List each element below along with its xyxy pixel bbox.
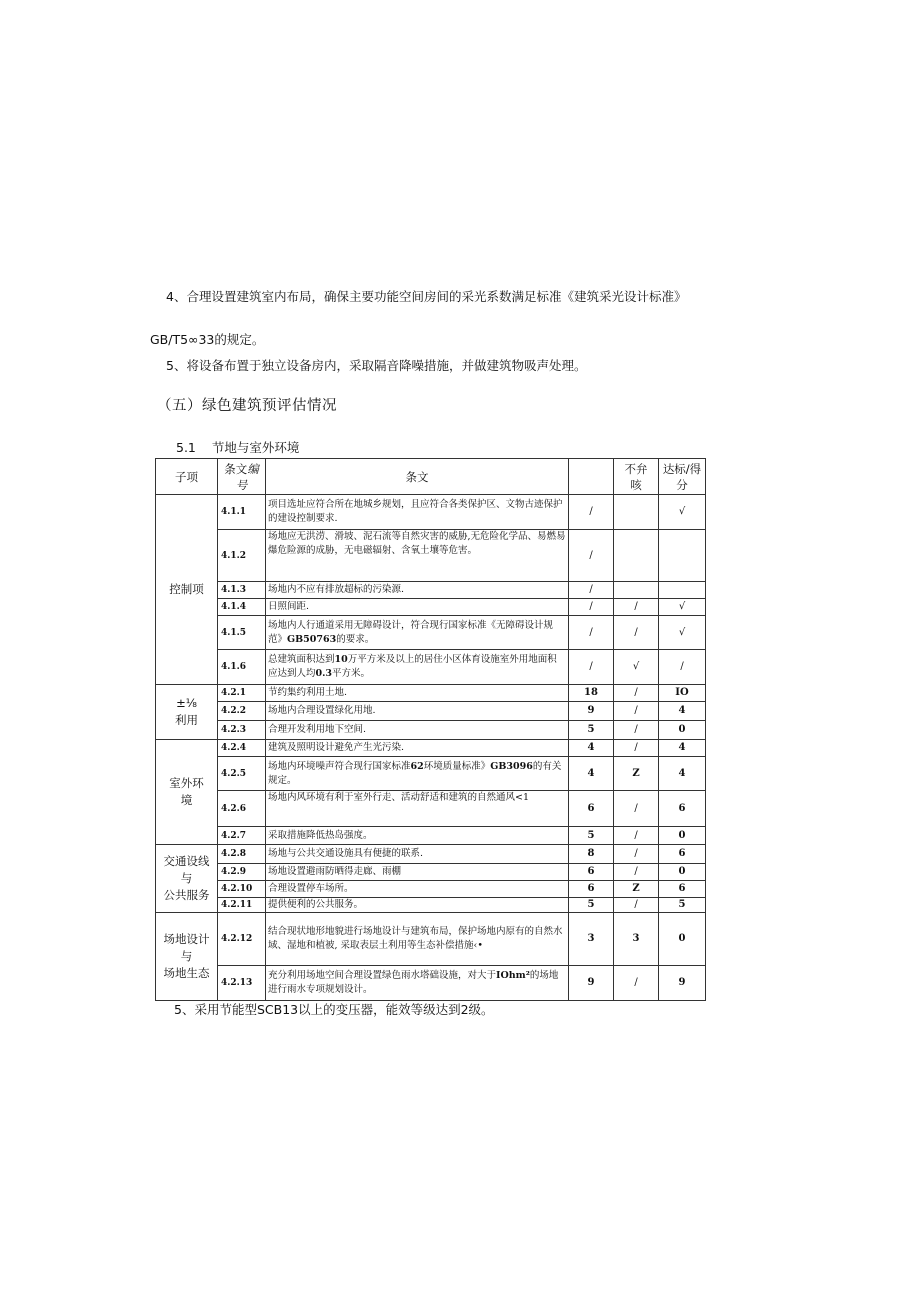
paragraph-transformer: 5、采用节能型SCB13以上的变压器，能效等级达到2级。	[174, 1002, 494, 1017]
row-score: 3	[569, 913, 614, 966]
table-row	[156, 845, 706, 864]
row-result: 4	[659, 702, 706, 721]
row-text: 合理开发利用地下空间.	[266, 721, 569, 740]
table-row	[156, 898, 706, 913]
row-result: √	[659, 599, 706, 616]
row-na: /	[614, 898, 659, 913]
table-row	[156, 530, 706, 582]
row-result: 0	[659, 864, 706, 881]
table-row	[156, 757, 706, 791]
row-code: 4.2.13	[218, 966, 266, 1001]
row-result: 0	[659, 721, 706, 740]
category-transport-services: 交通设线与 公共服务	[156, 845, 218, 913]
row-result: IO	[659, 685, 706, 702]
row-score: 9	[569, 702, 614, 721]
header-result: 达标/得 分	[659, 459, 706, 495]
row-code: 4.2.6	[218, 791, 266, 827]
row-na	[614, 582, 659, 599]
row-code: 4.1.4	[218, 599, 266, 616]
row-code: 4.2.11	[218, 898, 266, 913]
row-score: /	[569, 495, 614, 530]
row-code: 4.2.5	[218, 757, 266, 791]
row-score: 6	[569, 791, 614, 827]
paragraph-daylighting: 4、合理设置建筑室内布局，确保主要功能空间房间的采光系数满足标准《建筑采光设计标准》	[166, 289, 687, 304]
row-text: 场地内环境噪声符合现行国家标准62环境质量标准》GB3096的有关规定。	[266, 757, 569, 791]
row-score: /	[569, 599, 614, 616]
row-text: 提供便利的公共服务。	[266, 898, 569, 913]
row-code: 4.2.10	[218, 881, 266, 898]
table-row	[156, 791, 706, 827]
row-score: /	[569, 616, 614, 650]
table-row	[156, 650, 706, 685]
row-result: 0	[659, 827, 706, 845]
table-row	[156, 913, 706, 966]
row-code: 4.2.9	[218, 864, 266, 881]
row-text: 节约集约利用土地.	[266, 685, 569, 702]
row-na: /	[614, 685, 659, 702]
table-row	[156, 864, 706, 881]
row-result: 4	[659, 757, 706, 791]
row-code: 4.2.7	[218, 827, 266, 845]
row-score: 5	[569, 898, 614, 913]
table-row	[156, 599, 706, 616]
paragraph-equipment-room: 5、将设备布置于独立设备房内，采取隔音降噪措施，并做建筑物吸声处理。	[166, 358, 587, 373]
table-row	[156, 881, 706, 898]
row-score: /	[569, 530, 614, 582]
row-result: 5	[659, 898, 706, 913]
row-code: 4.1.2	[218, 530, 266, 582]
row-code: 4.2.8	[218, 845, 266, 864]
row-score: 5	[569, 721, 614, 740]
row-na: /	[614, 721, 659, 740]
category-site-ecology: 场地设计与 场地生态	[156, 913, 218, 1001]
row-na: /	[614, 791, 659, 827]
row-result: 6	[659, 791, 706, 827]
row-code: 4.1.5	[218, 616, 266, 650]
table-row	[156, 495, 706, 530]
row-result: 6	[659, 881, 706, 898]
row-na: Z	[614, 757, 659, 791]
row-score: 6	[569, 881, 614, 898]
row-na: /	[614, 616, 659, 650]
row-na: Z	[614, 881, 659, 898]
row-na: /	[614, 702, 659, 721]
assessment-table	[155, 458, 706, 1001]
table-header-row	[156, 459, 706, 495]
row-na	[614, 495, 659, 530]
row-code: 4.2.3	[218, 721, 266, 740]
row-score: 4	[569, 740, 614, 757]
table-row	[156, 740, 706, 757]
table-row	[156, 685, 706, 702]
row-code: 4.2.4	[218, 740, 266, 757]
row-text: 建筑及照明设计避免产生光污染.	[266, 740, 569, 757]
row-na: /	[614, 864, 659, 881]
row-result: 4	[659, 740, 706, 757]
row-text: 场地与公共交通设施具有便捷的联系.	[266, 845, 569, 864]
header-score	[569, 459, 614, 495]
row-text: 合理设置停车场所。	[266, 881, 569, 898]
row-na: √	[614, 650, 659, 685]
header-code: 条文编 号	[218, 459, 266, 495]
row-score: 4	[569, 757, 614, 791]
table-row	[156, 966, 706, 1001]
row-score: 18	[569, 685, 614, 702]
row-score: 6	[569, 864, 614, 881]
row-result: 6	[659, 845, 706, 864]
subsection-title	[176, 438, 299, 456]
subsection-number: 5.1	[176, 440, 196, 455]
section-title: （五）绿色建筑预评估情况	[157, 398, 337, 414]
row-na: /	[614, 599, 659, 616]
table-row	[156, 721, 706, 740]
row-text: 充分利用场地空间合理设置绿色雨水塔础设施，对大于IOhm²的场地进行雨水专项规划设计。	[266, 966, 569, 1001]
row-code: 4.2.12	[218, 913, 266, 966]
row-na: 3	[614, 913, 659, 966]
row-result: √	[659, 495, 706, 530]
row-result: 0	[659, 913, 706, 966]
category-land-use: ±⅛ 利用	[156, 685, 218, 740]
row-text: 采取措施降低热岛强度。	[266, 827, 569, 845]
table-row	[156, 702, 706, 721]
category-outdoor-environment: 室外环 境	[156, 740, 218, 845]
row-code: 4.1.3	[218, 582, 266, 599]
row-text: 结合现状地形地貌进行场地设计与建筑布局，保护场地内原有的自然水域、湿地和植被, 采取表层土利用等生态补偿措施‹•	[266, 913, 569, 966]
header-not-applicable: 不弁 咳	[614, 459, 659, 495]
category-control: 控制项	[156, 495, 218, 685]
row-score: 5	[569, 827, 614, 845]
row-na: /	[614, 845, 659, 864]
row-text: 场地应无洪涝、滑坡、泥石流等自然灾害的威胁,无危险化学品、易燃易爆危险源的成胁，无电磁辐射、含氧土壤等危害。	[266, 530, 569, 582]
row-text: 项目选址应符合所在地城乡规划，且应符合各类保护区、文物古迹保护的建设控制要求.	[266, 495, 569, 530]
row-result: /	[659, 650, 706, 685]
subsection-label: 节地与室外环境	[211, 440, 300, 455]
row-result: 9	[659, 966, 706, 1001]
paragraph-standard-code: GB/T5∞33的规定。	[150, 332, 265, 347]
row-code: 4.1.1	[218, 495, 266, 530]
row-na	[614, 530, 659, 582]
row-result: √	[659, 616, 706, 650]
row-code: 4.2.2	[218, 702, 266, 721]
row-na: /	[614, 827, 659, 845]
table-row	[156, 616, 706, 650]
table-row	[156, 827, 706, 845]
header-item: 子项	[156, 459, 218, 495]
row-score: /	[569, 650, 614, 685]
row-text: 场地设置避雨防晒得走廊、雨棚	[266, 864, 569, 881]
row-score: 9	[569, 966, 614, 1001]
table-row	[156, 582, 706, 599]
row-code: 4.2.1	[218, 685, 266, 702]
row-text: 场地内风环境有利于室外行走、活动舒适和建筑的自然通风<1	[266, 791, 569, 827]
row-text: 总建筑面积达到10万平方米及以上的居住小区体育设施室外用地面积应达到人均0.3平方米。	[266, 650, 569, 685]
row-code: 4.1.6	[218, 650, 266, 685]
row-na: /	[614, 740, 659, 757]
row-na: /	[614, 966, 659, 1001]
row-text: 日照间距.	[266, 599, 569, 616]
header-text: 条文	[266, 459, 569, 495]
row-text: 场地内人行通道采用无障碍设计，符合现行国家标准《无障碍设计规范》GB50763的要求。	[266, 616, 569, 650]
row-text: 场地内不应有排放超标的污染源.	[266, 582, 569, 599]
row-result	[659, 530, 706, 582]
row-score: /	[569, 582, 614, 599]
row-text: 场地内合理设置绿化用地.	[266, 702, 569, 721]
row-result	[659, 582, 706, 599]
row-score: 8	[569, 845, 614, 864]
